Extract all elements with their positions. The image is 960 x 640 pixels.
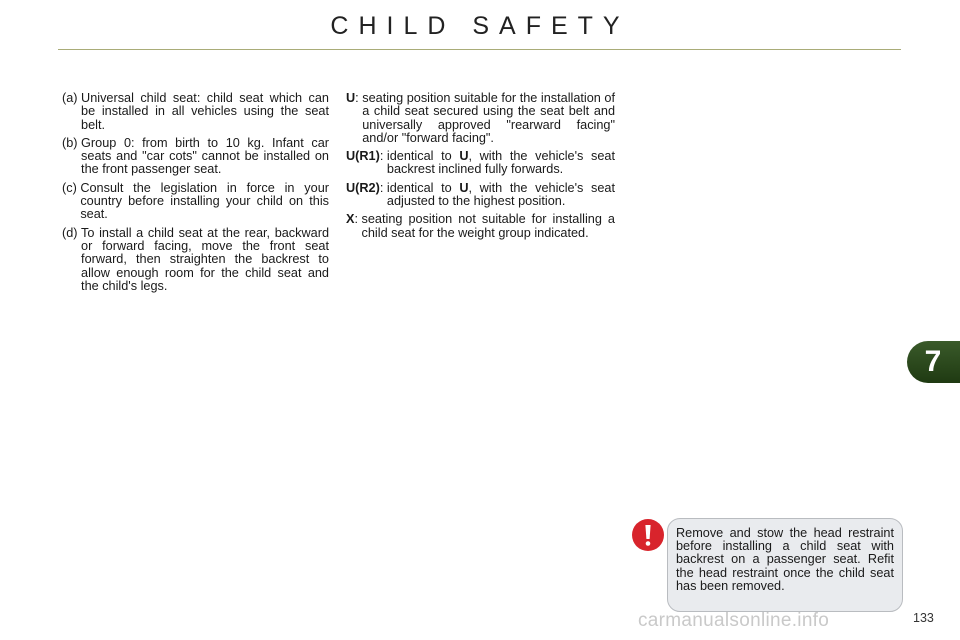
legend-text: seating position not suitable for installing a child seat for the weight group indicated. <box>361 212 615 240</box>
note-item <box>62 227 329 293</box>
chapter-number: 7 <box>924 345 942 378</box>
note-label: (d) <box>62 225 78 240</box>
legend-item: X : seating position not suitable for installing a child seat for the weight group indicated. <box>346 212 615 240</box>
notes-column <box>62 92 329 298</box>
title-divider <box>58 49 901 50</box>
exclamation-icon <box>632 519 664 551</box>
note-text: Universal child seat: child seat which can be installed in all vehicles using the seat belt. <box>81 91 329 132</box>
warning-notice: Remove and stow the head restraint before installing a child seat with backrest on a passenger seat. Refit the head restraint once the child seat has been removed. <box>667 518 903 612</box>
legend-item: U(R2) : identical to U, with the vehicle's seat adjusted to the highest position. <box>346 180 615 209</box>
watermark: carmanualsonline.info <box>638 610 830 631</box>
legend-text: seating position suitable for the installation of a child seat secured using the seat belt and universally approved "rearward facing" and/or "forward facing". <box>362 91 615 145</box>
note-label: (b) <box>62 135 78 150</box>
legend-item: U(R1) : identical to U, with the vehicle's seat backrest inclined fully forwards. <box>346 149 615 177</box>
note-item <box>62 182 329 222</box>
note-text: Consult the legislation in force in your country before installing your child on this seat. <box>80 180 329 222</box>
legend-column <box>346 92 615 245</box>
note-label: (a) <box>62 91 78 105</box>
note-label: (c) <box>62 180 77 195</box>
legend-text: identical to U, with the vehicle's seat adjusted to the highest position. <box>386 180 615 209</box>
legend-item: U : seating position suitable for the installation of a child seat secured using the seat belt and universally approved "rearward facing" and/or "forward facing". <box>346 91 615 145</box>
legend-text: identical to U, with the vehicle's seat backrest inclined fully forwards. <box>386 149 615 177</box>
note-item <box>62 92 329 132</box>
page-title: CHILD SAFETY <box>330 12 630 40</box>
legend-key: U <box>346 91 356 105</box>
note-text: Group 0: from birth to 10 kg. Infant car seats and "car cots" cannot be installed on the front passenger seat. <box>81 135 329 177</box>
note-text: To install a child seat at the rear, backward or forward facing, move the front seat forward, then straighten the backrest to allow enough room for the child seat and the child's legs. <box>81 225 329 293</box>
legend-key: X <box>346 212 355 227</box>
page-number: 133 <box>913 611 934 625</box>
legend-key: U(R2) <box>346 180 380 195</box>
legend-key: U(R1) <box>346 149 380 164</box>
note-item <box>62 137 329 177</box>
